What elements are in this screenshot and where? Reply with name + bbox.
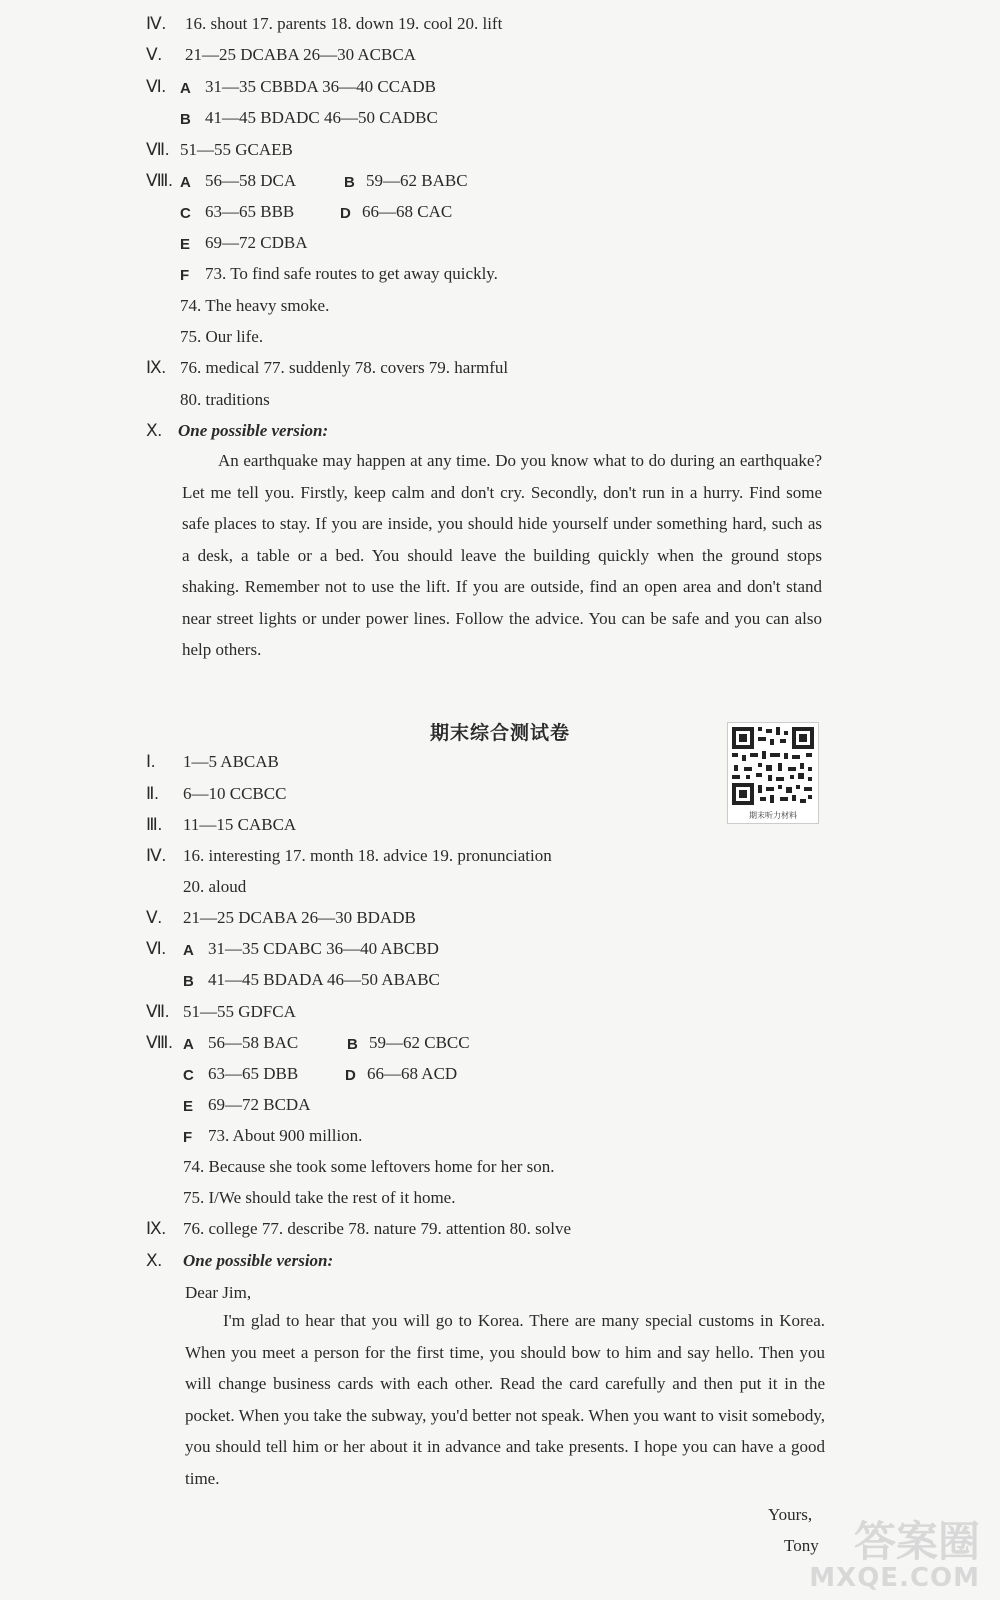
roman-numeral: Ⅲ.: [146, 815, 162, 834]
watermark-line1: 答案圈: [853, 1517, 980, 1566]
watermark-logo: [809, 1517, 980, 1593]
roman-numeral: Ⅴ.: [146, 45, 162, 64]
part-letter: A: [183, 942, 194, 959]
answer-line: 76. medical 77. suddenly 78. covers 79. harmful: [180, 358, 509, 377]
answer-line: 41—45 BDADA 46—50 ABABC: [208, 970, 440, 989]
watermark-line2: MXQE.COM: [809, 1563, 980, 1593]
answer-line: 51—55 GDFCA: [183, 1002, 296, 1021]
answer-line: 21—25 DCABA 26—30 ACBCA: [185, 45, 416, 64]
qr-code[interactable]: [727, 722, 819, 824]
essay-label: One possible version:: [178, 421, 329, 440]
roman-numeral: Ⅹ.: [146, 1251, 162, 1270]
answer-line: 66—68 ACD: [367, 1064, 458, 1083]
answer-line: 59—62 BABC: [366, 171, 468, 190]
roman-numeral: Ⅷ.: [146, 1033, 173, 1052]
roman-numeral: Ⅵ.: [146, 77, 166, 96]
part-letter: B: [180, 111, 191, 128]
answer-line: 20. aloud: [183, 877, 247, 896]
part-letter: C: [183, 1067, 194, 1084]
part-letter: B: [347, 1036, 358, 1053]
answer-line: 63—65 DBB: [208, 1064, 299, 1083]
roman-numeral: Ⅴ.: [146, 908, 162, 927]
part-letter: B: [344, 174, 355, 191]
part-letter: C: [180, 205, 191, 222]
roman-numeral: Ⅵ.: [146, 939, 166, 958]
section-title: 期末综合测试卷: [429, 722, 570, 744]
letter-closing: Yours,: [768, 1505, 813, 1524]
essay-text: [182, 445, 822, 666]
answer-line: 6—10 CCBCC: [183, 784, 287, 803]
answer-line: 74. Because she took some leftovers home for her son.: [183, 1157, 555, 1176]
answer-line: 56—58 BAC: [208, 1033, 299, 1052]
answer-line: 11—15 CABCA: [183, 815, 297, 834]
roman-numeral: Ⅱ.: [146, 784, 159, 803]
answer-line: 59—62 CBCC: [369, 1033, 470, 1052]
letter-text: [185, 1305, 825, 1494]
part-letter: D: [340, 205, 351, 222]
roman-numeral: Ⅰ.: [146, 752, 156, 771]
part-letter: A: [183, 1036, 194, 1053]
roman-numeral: Ⅸ.: [146, 358, 166, 377]
answer-line: 41—45 BDADC 46—50 CADBC: [205, 108, 438, 127]
roman-numeral: Ⅶ.: [146, 1002, 170, 1021]
answer-line: 74. The heavy smoke.: [180, 296, 330, 315]
part-letter: E: [180, 236, 191, 253]
answer-line: 73. About 900 million.: [208, 1126, 363, 1145]
answer-line: 31—35 CDABC 36—40 ABCBD: [208, 939, 439, 958]
part-letter: D: [345, 1067, 356, 1084]
qr-caption: 期末听力材料: [749, 811, 797, 820]
answer-line: 75. Our life.: [180, 327, 264, 346]
letter-greeting: Dear Jim,: [185, 1283, 252, 1302]
answer-line: 16. shout 17. parents 18. down 19. cool 20. lift: [185, 14, 503, 33]
part-letter: F: [183, 1129, 193, 1146]
answer-line: 80. traditions: [180, 390, 270, 409]
answer-line: 69—72 CDBA: [205, 233, 308, 252]
answer-line: 69—72 BCDA: [208, 1095, 311, 1114]
letter-paragraph: I'm glad to hear that you will go to Korea. There are many special customs in Korea. When you meet a person for the first time, you should bow to him and say hello. Then you will change business cards with each other. Read the card carefully and then put it in the pocket. When you take the subway, you'd better not speak. When you want to visit somebody, you should tell him or her about it in advance and take presents. I hope you can have a good time.: [185, 1311, 825, 1488]
answer-line: 75. I/We should take the rest of it home.: [183, 1188, 456, 1207]
roman-numeral: Ⅸ.: [146, 1219, 166, 1238]
roman-numeral: Ⅹ.: [146, 421, 162, 440]
answer-line: 21—25 DCABA 26—30 BDADB: [183, 908, 416, 927]
part-letter: A: [180, 80, 191, 97]
part-letter: B: [183, 973, 194, 990]
answer-line: 76. college 77. describe 78. nature 79. attention 80. solve: [183, 1219, 572, 1238]
letter-signature: Tony: [784, 1536, 819, 1555]
qr-code-icon: [728, 723, 818, 809]
answer-line: 51—55 GCAEB: [180, 140, 293, 159]
answer-line: 56—58 DCA: [205, 171, 297, 190]
roman-numeral: Ⅳ.: [146, 846, 166, 865]
roman-numeral: Ⅷ.: [146, 171, 173, 190]
essay-paragraph: An earthquake may happen at any time. Do you know what to do during an earthquake? Let me tell you. Firstly, keep calm and don't cry. Secondly, don't run in a hurry. Find some safe places to stay. If you are inside, you should hide yourself under something hard, such as a desk, a table or a bed. You should leave the building quickly when the ground stops shaking. Remember not to use the lift. If you are outside, find an open area and don't stand near street lights or under power lines. Follow the advice. You can be safe and you can also help others.: [182, 451, 822, 659]
answer-line: 66—68 CAC: [362, 202, 453, 221]
answer-line: 1—5 ABCAB: [183, 752, 279, 771]
roman-numeral: Ⅶ.: [146, 140, 170, 159]
answer-line: 16. interesting 17. month 18. advice 19. pronunciation: [183, 846, 552, 865]
roman-numeral: Ⅳ.: [146, 14, 166, 33]
part-letter: A: [180, 174, 191, 191]
part-letter: F: [180, 267, 190, 284]
essay-label: One possible version:: [183, 1251, 334, 1270]
part-letter: E: [183, 1098, 194, 1115]
answer-line: 31—35 CBBDA 36—40 CCADB: [205, 77, 436, 96]
answer-line: 73. To find safe routes to get away quickly.: [205, 264, 498, 283]
answer-line: 63—65 BBB: [205, 202, 295, 221]
